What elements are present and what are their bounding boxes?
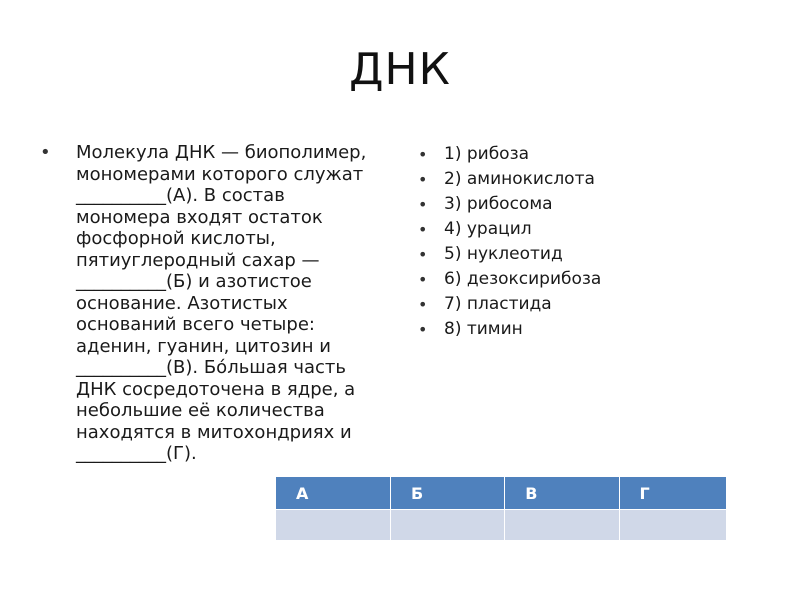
option-label: 1) рибоза: [444, 144, 530, 164]
table-row: [276, 510, 727, 541]
option-item: [418, 292, 758, 317]
paragraph-line: __________(В). Бóльшая часть: [76, 357, 347, 378]
option-item: [418, 192, 758, 217]
slide-title: ДНК: [349, 44, 451, 95]
bullet-icon: •: [418, 320, 428, 339]
option-label: 4) урацил: [444, 219, 532, 239]
paragraph-line: ДНК сосредоточена в ядре, а: [76, 378, 356, 400]
option-label: 7) пластида: [444, 294, 552, 314]
option-label: 8) тимин: [444, 319, 523, 339]
table-header-g: Г: [619, 477, 726, 510]
option-item: [418, 267, 758, 292]
option-item: [418, 242, 758, 267]
question-paragraph: [76, 142, 366, 465]
table-header-a: А: [276, 477, 391, 510]
answer-cell-g[interactable]: [619, 510, 726, 541]
paragraph-line: оснований всего четыре:: [76, 314, 315, 335]
option-label: 6) дезоксирибоза: [444, 269, 602, 289]
bullet-icon: •: [418, 220, 428, 239]
table-header-v: В: [505, 477, 619, 510]
option-item: [418, 167, 758, 192]
table-header-row: [276, 477, 727, 510]
answer-options: [418, 142, 758, 342]
option-item: [418, 217, 758, 242]
table-header-b: Б: [390, 477, 504, 510]
paragraph-line: Молекула ДНК — биополимер,: [76, 142, 367, 163]
paragraph-line: фосфорной кислоты,: [76, 228, 276, 249]
answer-cell-v[interactable]: [505, 510, 619, 541]
paragraph-line: __________(Б) и азотистое: [76, 271, 312, 292]
option-item: [418, 317, 758, 342]
option-label: 5) нуклеотид: [444, 244, 563, 264]
paragraph-line: __________(Г).: [76, 443, 197, 464]
bullet-icon: •: [418, 195, 428, 214]
bullet-icon: •: [418, 145, 428, 164]
options-list: [418, 142, 758, 342]
answer-table: [275, 476, 727, 541]
answer-cell-b[interactable]: [390, 510, 504, 541]
option-label: 3) рибосома: [444, 194, 553, 214]
option-label: 2) аминокислота: [444, 169, 595, 189]
paragraph-line: небольшие её количества: [76, 400, 325, 421]
answer-cell-a[interactable]: [276, 510, 391, 541]
bullet-icon: •: [418, 170, 428, 189]
paragraph-line: аденин, гуанин, цитозин и: [76, 335, 331, 357]
bullet-icon: •: [418, 270, 428, 289]
bullet-icon: •: [418, 245, 428, 264]
question-text-block: [40, 142, 380, 465]
bullet-icon: •: [40, 142, 51, 163]
paragraph-line: __________(А). В состав: [76, 185, 285, 206]
paragraph-line: пятиуглеродный сахар —: [76, 249, 320, 271]
paragraph-line: основание. Азотистых: [76, 292, 288, 314]
bullet-icon: •: [418, 295, 428, 314]
paragraph-line: мономера входят остаток: [76, 206, 323, 228]
paragraph-line: мономерами которого служат: [76, 163, 364, 185]
option-item: [418, 142, 758, 167]
paragraph-line: находятся в митохондриях и: [76, 421, 352, 443]
